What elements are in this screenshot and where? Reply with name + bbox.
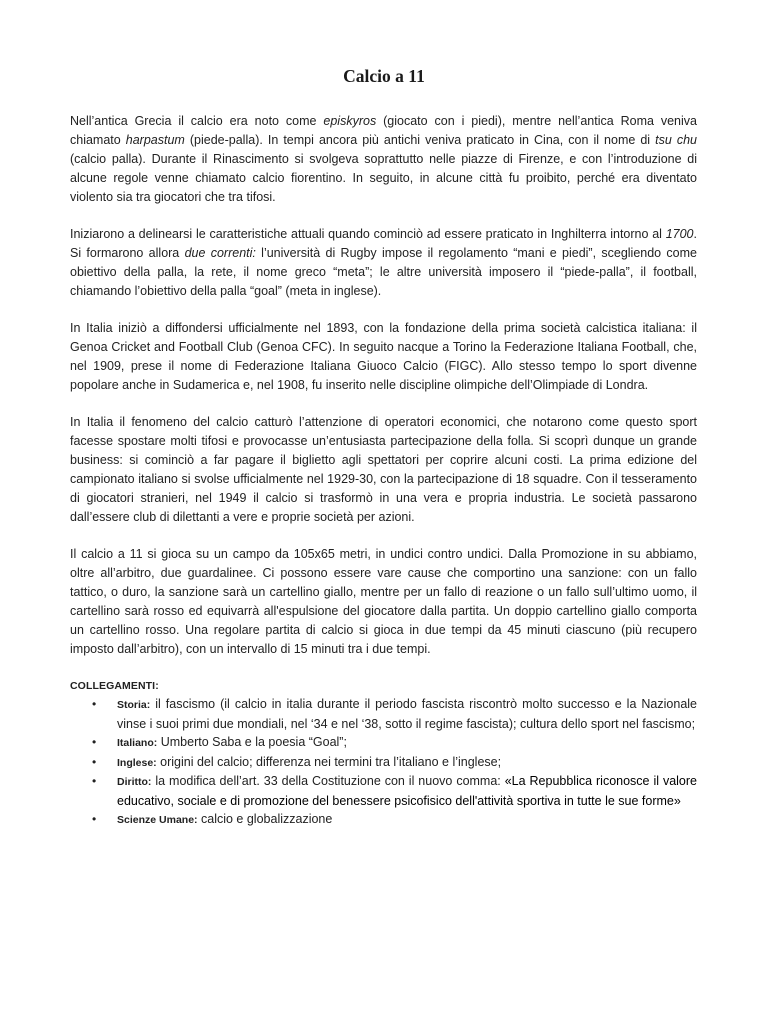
link-label-diritto: Diritto: [117,776,152,788]
paragraph-economics: In Italia il fenomeno del calcio catturò l’attenzione di operatori economici, che notarono come questo sport facesse spostare molti tifosi e provocasse un’entusiasta partecipazione della folla. Si scoprì dunque un grande business: si cominciò a far pagare il biglietto agli spettatori per coprire alcuni costi. La prima edizione del campionato italiano si svolse ufficialmente nel 1929-30, con la partecipazione di 18 squadre. Con il tesseramento di giocatori stranieri, nel 1949 il calcio si trasformò in una vera e propria industria. Le società passarono dall’essere club di dilettanti a vere e proprie società per azioni. [70,415,697,524]
links-list [70,695,697,830]
term-due-correnti: due correnti: [184,246,256,260]
paragraph-rules: Il calcio a 11 si gioca su un campo da 105x65 metri, in undici contro undici. Dalla Promozione in su abbiamo, oltre all’arbitro, due guardalinee. Ci possono essere vare cause che comportino una sanzione: con un fallo tattico, o duro, la sanzione sarà un cartellino giallo, mentre per un fallo di reazione o un fallo sull’ultimo uomo, il cartellino sarà rosso ed equivarrà all'espulsione del giocatore dalla partita. Un doppio cartellino giallo comporta un cartellino rosso. Una regolare partita di calcio si gioca in due tempi da 45 minuti ciascuno (più recupero imposto dall’arbitro), con un intervallo di 15 minuti tra i due tempi. [70,547,697,656]
term-tsu-chu: tsu chu [655,133,697,147]
list-item-inglese [70,753,697,773]
text-run: (calcio palla). Durante il Rinascimento si svolgeva soprattutto nelle piazze di Firenze, e con l’introduzione di alcune regole venne chiamato calcio fiorentino. In seguito, in alcune città fu proibito, perché era diventato violento sia tra giocatori che tra tifosi. [70,152,697,204]
term-episkyros: episkyros [323,114,377,128]
list-item-diritto [70,772,697,810]
link-text-italiano: Umberto Saba e la poesia “Goal”; [157,735,347,749]
links-heading: COLLEGAMENTI: [70,680,159,692]
paragraph-italy-history: In Italia iniziò a diffondersi ufficialmente nel 1893, con la fondazione della prima società calcistica italiana: il Genoa Cricket and Football Club (Genoa CFC). In seguito nacque a Torino la Federazione Italiana Football, che, nel 1909, prese il nome di Federazione Italiana Giuoco Calcio (FIGC). Allo stesso tempo lo sport divenne popolare anche in Sudamerica e, nel 1908, fu inserito nelle discipline olimpiche dell’Olimpiade di Londra. [70,321,697,392]
term-harpastum: harpastum [125,133,185,147]
paragraph-england [70,225,697,301]
year-1700: 1700 [665,227,694,241]
link-text-inglese: origini del calcio; differenza nei termini tra l’italiano e l’inglese; [156,754,502,769]
link-label-italiano: Italiano: [117,737,158,749]
list-item-storia [70,695,697,733]
text-run: (piede-palla). In tempi ancora più antichi veniva praticato in Cina, con il nome di [184,133,656,147]
page-title: Calcio a 11 [343,66,425,86]
paragraph-origins [70,112,697,207]
text-run: Nell’antica Grecia il calcio era noto come [70,114,324,128]
constitution-quote: «La Repubblica riconosce il valore educativo, sociale e di promozione del benessere psicofisico dell'attività sportiva in tutte le sue forme» [117,774,697,808]
text-run: l’università di Rugby impose il regolamento “mani e piedi”, scegliendo come obiettivo della palla, la rete, il nome greco “meta”; le altre università imposero il “piede-palla”, il football, chiamando l’obiettivo della palla “goal” (meta in inglese). [70,246,698,298]
text-run: Iniziarono a delinearsi le caratteristiche attuali quando cominciò ad essere praticato in Inghilterra intorno al [70,227,666,241]
text-run: (giocato con i piedi), mentre nell’antica Roma veniva chiamato [70,114,697,147]
link-label-storia: Storia: [117,699,151,711]
list-item-scienze-umane [70,810,697,830]
link-text-diritto: la modifica dell’art. 33 della Costituzione con il nuovo comma: [151,774,505,788]
link-label-scienze-umane: Scienze Umane: [117,814,198,826]
link-label-inglese: Inglese: [117,756,157,769]
text-run: . Si formarono allora [70,227,697,260]
link-text-scienze-umane: calcio e globalizzazione [197,812,333,826]
list-item-italiano [70,733,697,753]
link-text-storia: il fascismo (il calcio in italia durante il periodo fascista riscontrò molto successo e la Nazionale vinse i suoi primi due mondiali, nel ‘34 e nel ‘38, sotto il regime fascista); cultura dello sport nel fascismo; [117,697,697,731]
document-body [70,112,697,830]
